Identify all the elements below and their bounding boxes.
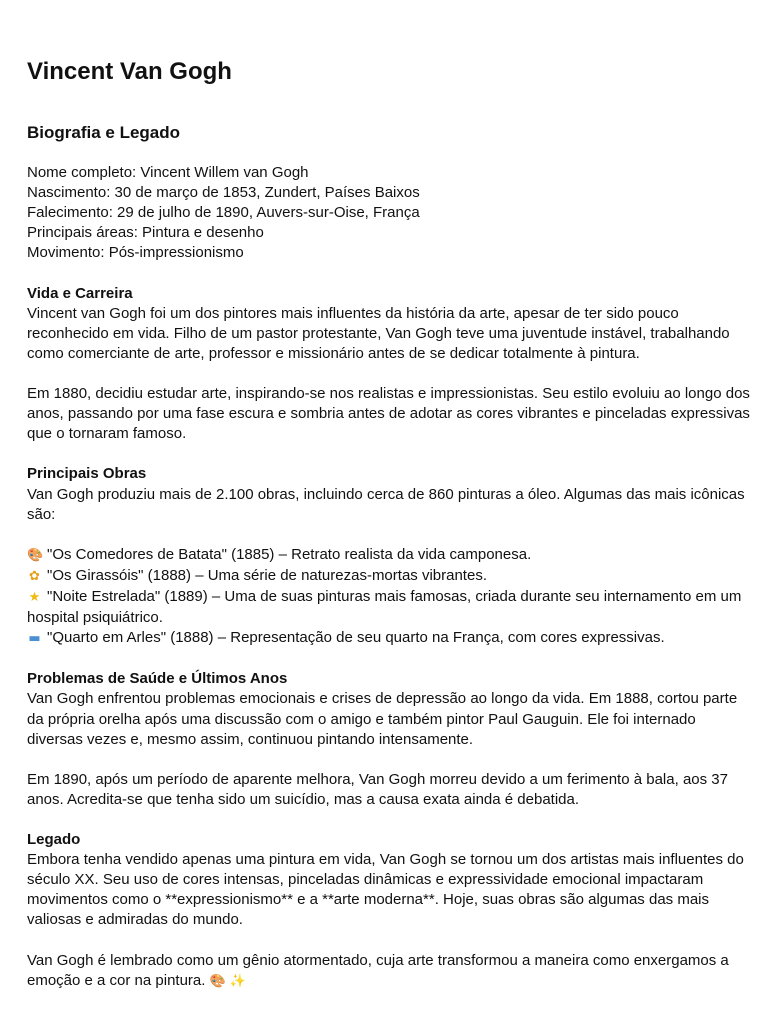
spacer [27,810,755,830]
spacer [27,525,755,545]
star-icon: ★ [28,589,41,605]
life-paragraph-2: Em 1880, decidiu estudar arte, inspirando-se nos realistas e impressionistas. Seu estilo evoluiu ao longo dos anos, passando por uma fase escura e sombria antes de adotar as cores vibrantes e pinceladas expressivas que o tornaram famoso. [27,385,750,443]
spacer [27,263,755,283]
page-subtitle: Biografia e Legado [27,123,181,142]
fact-birth: Nascimento: 30 de março de 1853, Zundert, Países Baixos [27,184,420,202]
section-heading-life: Vida e Carreira [27,284,133,302]
work-item-text: "Os Comedores de Batata" (1885) – Retrato realista da vida camponesa. [47,545,532,563]
health-paragraph-2: Em 1890, após um período de aparente melhora, Van Gogh morreu devido a um ferimento à bala, aos 37 anos. Acredita-se que tenha sido um suicídio, mas a causa exata ainda é debatida. [27,770,728,808]
works-list [27,545,755,649]
work-item [27,587,755,628]
fact-areas: Principais áreas: Pintura e desenho [27,224,264,242]
document-body [27,163,755,992]
sparkles-icon: ✨ [229,973,246,989]
section-heading-works: Principais Obras [27,465,147,483]
work-item-text: "Noite Estrelada" (1889) – Uma de suas pinturas mais famosas, criada durante seu internamento em um hospital psiquiátrico. [27,587,742,627]
work-item-text: "Os Girassóis" (1888) – Uma série de naturezas-mortas vibrantes. [47,566,487,584]
palette-icon: 🎨 [209,973,226,989]
spacer [27,364,755,384]
fact-death: Falecimento: 29 de julho de 1890, Auvers-sur-Oise, França [27,204,420,222]
fact-full-name: Nome completo: Vincent Willem van Gogh [27,164,309,181]
page-title: Vincent Van Gogh [27,58,232,85]
legacy-paragraph-1: Embora tenha vendido apenas uma pintura em vida, Van Gogh se tornou um dos artistas mais influentes do século XX. Seu uso de cores intensas, pinceladas dinâmicas e expressividade emocional impactaram movimentos como o **expressionismo** e a **arte moderna**. Hoje, suas obras são algumas das mais valiosas e admiradas do mundo. [27,851,744,929]
spacer [27,750,755,770]
work-item [27,628,755,649]
fact-movement: Movimento: Pós-impressionismo [27,244,244,262]
spacer [27,649,755,669]
sunflower-icon: ✿ [29,568,40,584]
life-paragraph-1: Vincent van Gogh foi um dos pintores mais influentes da história da arte, apesar de ter sido pouco reconhecido em vida. Filho de um pastor protestante, Van Gogh teve uma juventude instável, trabalhando como comerciante de arte, professor e missionário antes de se dedicar totalmente à pintura. [27,304,730,362]
legacy-paragraph-2 [27,951,755,992]
legacy-closing-text: Van Gogh é lembrado como um gênio atormentado, cuja arte transformou a maneira como enxergamos a emoção e a cor na pintura. [27,951,729,989]
works-intro: Van Gogh produziu mais de 2.100 obras, incluindo cerca de 860 pinturas a óleo. Algumas das mais icônicas são: [27,485,745,523]
work-item [27,545,755,566]
health-paragraph-1: Van Gogh enfrentou problemas emocionais e crises de depressão ao longo da vida. Em 1888, cortou parte da própria orelha após uma discussão com o amigo e também pintor Paul Gauguin. Ele foi internado diversas vezes e, mesmo assim, continuou pintando intensamente. [27,690,738,748]
work-item-text: "Quarto em Arles" (1888) – Representação de seu quarto na França, com cores expressivas. [47,629,665,647]
spacer [27,444,755,464]
work-item [27,566,755,587]
section-heading-health: Problemas de Saúde e Últimos Anos [27,670,288,688]
palette-icon: 🎨 [27,547,44,563]
spacer [27,931,755,951]
bed-icon: ▬ [28,631,41,647]
section-heading-legacy: Legado [27,831,81,849]
